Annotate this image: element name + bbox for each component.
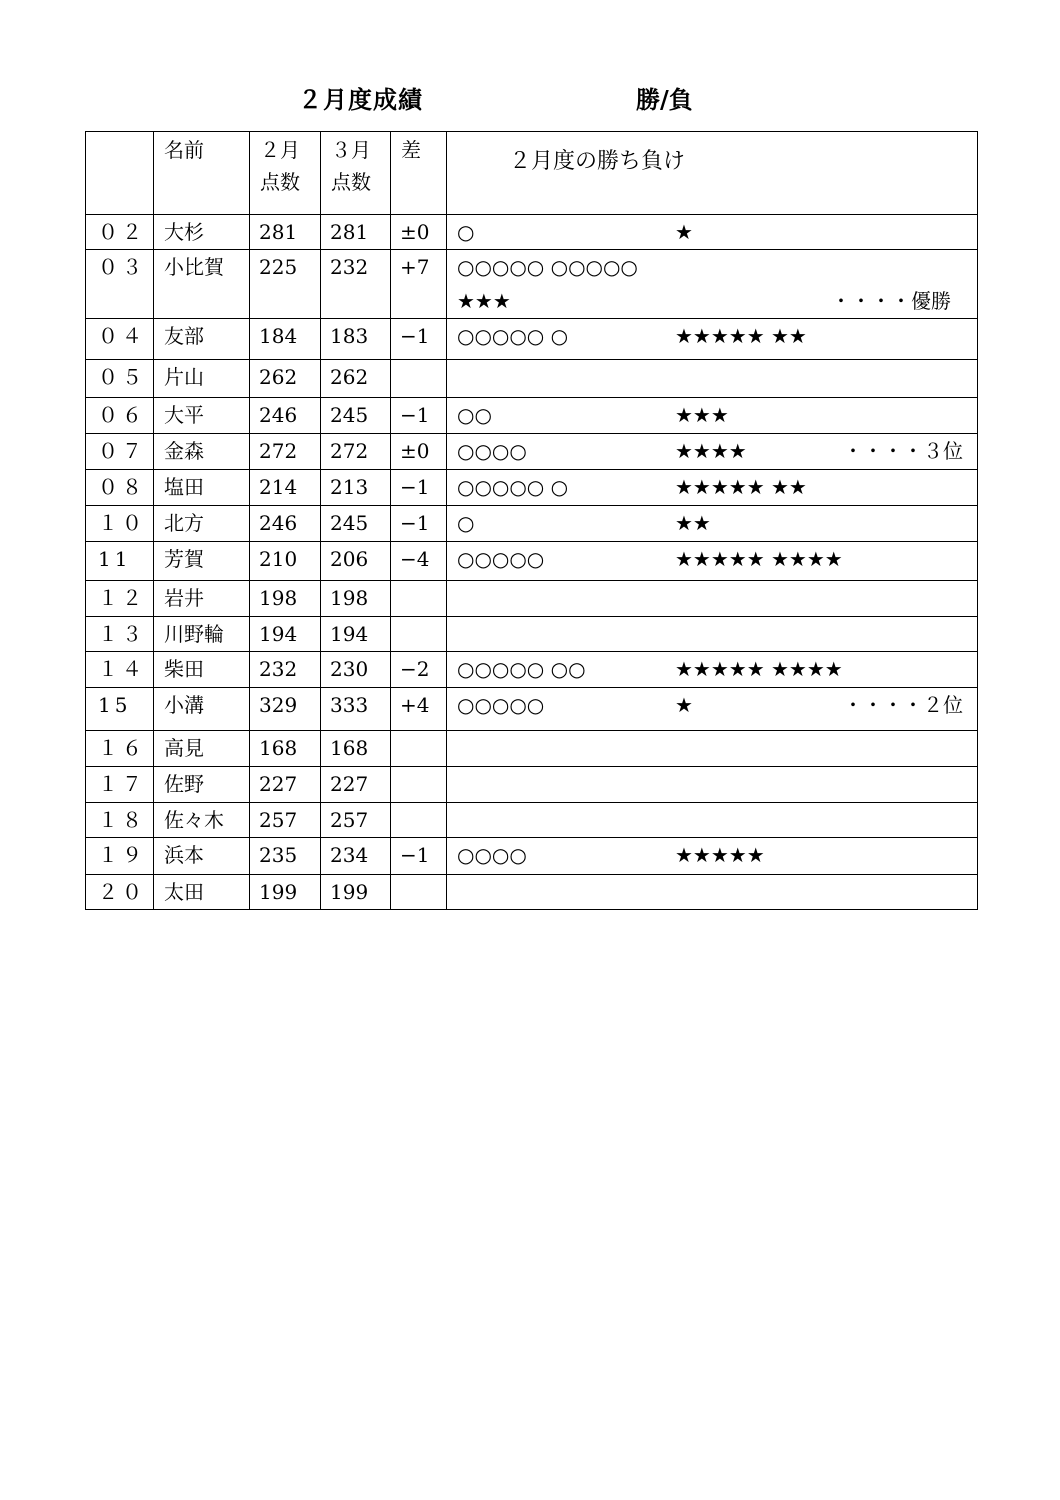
row-name: 太田 <box>154 875 250 910</box>
row-diff: +4 <box>391 688 447 731</box>
header-feb-line2: 点数 <box>260 170 300 194</box>
row-winloss <box>447 767 978 803</box>
row-winloss <box>447 803 978 838</box>
row-feb-score: 246 <box>250 506 321 542</box>
wins-marks: ○○○○ <box>457 439 527 463</box>
title-row <box>0 80 1060 120</box>
row-mar-score: 234 <box>321 838 391 875</box>
row-mar-score: 272 <box>321 434 391 470</box>
header-num <box>86 132 154 215</box>
rank-note: ・・・・２位 <box>843 693 963 717</box>
losses-marks: ★ <box>675 693 693 717</box>
row-mar-score: 213 <box>321 470 391 506</box>
row-winloss <box>447 319 978 360</box>
row-number: １４ <box>86 652 154 688</box>
row-mar-score: 198 <box>321 581 391 617</box>
row-diff <box>391 731 447 767</box>
table-row <box>86 215 978 250</box>
losses-marks: ★★★★★ ★★ <box>675 475 807 499</box>
row-number: １９ <box>86 838 154 875</box>
row-feb-score: 210 <box>250 542 321 581</box>
row-name: 高見 <box>154 731 250 767</box>
row-winloss <box>447 875 978 910</box>
row-number: １２ <box>86 581 154 617</box>
row-name: 柴田 <box>154 652 250 688</box>
row-feb-score: 214 <box>250 470 321 506</box>
header-winloss: ２月度の勝ち負け <box>447 132 978 215</box>
row-mar-score: 183 <box>321 319 391 360</box>
row-feb-score: 225 <box>250 250 321 319</box>
row-mar-score: 232 <box>321 250 391 319</box>
header-feb <box>250 132 321 215</box>
row-diff <box>391 875 447 910</box>
row-diff: −1 <box>391 470 447 506</box>
header-name: 名前 <box>154 132 250 215</box>
row-winloss <box>447 838 978 875</box>
row-name: 小比賀 <box>154 250 250 319</box>
row-number: ０５ <box>86 360 154 398</box>
row-name: 佐野 <box>154 767 250 803</box>
row-feb-score: 272 <box>250 434 321 470</box>
row-name: 芳賀 <box>154 542 250 581</box>
rank-note: ・・・・優勝 <box>831 289 951 313</box>
row-mar-score: 245 <box>321 506 391 542</box>
row-diff <box>391 360 447 398</box>
row-number: ０３ <box>86 250 154 319</box>
table-row <box>86 398 978 434</box>
row-number: 11 <box>86 542 154 581</box>
table-row <box>86 838 978 875</box>
losses-marks: ★★★ <box>675 403 729 427</box>
table-row <box>86 542 978 581</box>
row-name: 友部 <box>154 319 250 360</box>
row-winloss <box>447 360 978 398</box>
row-number: 15 <box>86 688 154 731</box>
wins-marks: ○ <box>457 220 475 244</box>
table-row <box>86 506 978 542</box>
table-row <box>86 360 978 398</box>
row-mar-score: 230 <box>321 652 391 688</box>
table-row <box>86 250 978 319</box>
header-feb-line1: ２月 <box>260 138 300 162</box>
row-number: ０４ <box>86 319 154 360</box>
row-mar-score: 168 <box>321 731 391 767</box>
row-diff: ±0 <box>391 215 447 250</box>
losses-marks: ★★★★★ ★★ <box>675 324 807 348</box>
row-diff <box>391 617 447 652</box>
row-number: ０８ <box>86 470 154 506</box>
table-row <box>86 688 978 731</box>
row-winloss <box>447 652 978 688</box>
row-name: 小溝 <box>154 688 250 731</box>
row-feb-score: 257 <box>250 803 321 838</box>
wins-marks: ○○ <box>457 403 492 427</box>
table-row <box>86 470 978 506</box>
row-feb-score: 329 <box>250 688 321 731</box>
row-feb-score: 262 <box>250 360 321 398</box>
wins-marks: ○○○○ <box>457 843 527 867</box>
wins-marks: ○○○○○ <box>457 547 545 571</box>
row-mar-score: 227 <box>321 767 391 803</box>
header-mar-line1: ３月 <box>331 138 371 162</box>
row-name: 岩井 <box>154 581 250 617</box>
table-row <box>86 875 978 910</box>
row-winloss <box>447 731 978 767</box>
rank-note: ・・・・３位 <box>843 439 963 463</box>
table-row <box>86 617 978 652</box>
row-diff: −1 <box>391 398 447 434</box>
row-number: ２０ <box>86 875 154 910</box>
header-row <box>86 132 978 215</box>
losses-marks: ★ <box>675 220 693 244</box>
row-diff: −2 <box>391 652 447 688</box>
row-diff: −1 <box>391 506 447 542</box>
row-mar-score: 281 <box>321 215 391 250</box>
row-diff: −1 <box>391 838 447 875</box>
row-winloss <box>447 215 978 250</box>
losses-marks: ★★★★★ ★★★★ <box>675 657 843 681</box>
page-title: ２月度成績 <box>298 85 423 114</box>
row-feb-score: 198 <box>250 581 321 617</box>
row-mar-score: 199 <box>321 875 391 910</box>
row-number: １６ <box>86 731 154 767</box>
table-row <box>86 652 978 688</box>
row-feb-score: 168 <box>250 731 321 767</box>
row-diff <box>391 581 447 617</box>
row-number: １７ <box>86 767 154 803</box>
row-feb-score: 227 <box>250 767 321 803</box>
row-feb-score: 184 <box>250 319 321 360</box>
row-mar-score: 262 <box>321 360 391 398</box>
row-number: １３ <box>86 617 154 652</box>
row-diff: −1 <box>391 319 447 360</box>
row-feb-score: 199 <box>250 875 321 910</box>
row-winloss <box>447 542 978 581</box>
row-feb-score: 246 <box>250 398 321 434</box>
wins-marks: ○○○○○ ○○ <box>457 657 586 681</box>
row-winloss <box>447 617 978 652</box>
table-row <box>86 767 978 803</box>
winloss-title: 勝/負 <box>636 85 693 114</box>
losses-marks: ★★★★ <box>675 439 747 463</box>
row-name: 大平 <box>154 398 250 434</box>
row-name: 浜本 <box>154 838 250 875</box>
table-row <box>86 319 978 360</box>
wins-marks: ○○○○○ <box>457 693 545 717</box>
row-diff: −4 <box>391 542 447 581</box>
row-mar-score: 194 <box>321 617 391 652</box>
wins-marks: ○ <box>457 511 475 535</box>
row-name: 北方 <box>154 506 250 542</box>
row-number: ０７ <box>86 434 154 470</box>
table-row <box>86 731 978 767</box>
row-winloss <box>447 250 978 319</box>
row-winloss <box>447 688 978 731</box>
row-winloss <box>447 581 978 617</box>
row-mar-score: 245 <box>321 398 391 434</box>
row-winloss <box>447 470 978 506</box>
losses-marks: ★★ <box>675 511 711 535</box>
row-number: ０２ <box>86 215 154 250</box>
row-name: 片山 <box>154 360 250 398</box>
row-winloss <box>447 434 978 470</box>
table-row <box>86 434 978 470</box>
row-diff: ±0 <box>391 434 447 470</box>
results-table-body <box>86 132 978 910</box>
row-diff: +7 <box>391 250 447 319</box>
table-row <box>86 803 978 838</box>
header-diff: 差 <box>391 132 447 215</box>
row-diff <box>391 767 447 803</box>
row-number: １０ <box>86 506 154 542</box>
row-name: 佐々木 <box>154 803 250 838</box>
row-winloss <box>447 398 978 434</box>
wins-marks: ○○○○○ ○ <box>457 324 569 348</box>
row-number: ０６ <box>86 398 154 434</box>
row-mar-score: 333 <box>321 688 391 731</box>
row-winloss <box>447 506 978 542</box>
header-mar <box>321 132 391 215</box>
row-name: 塩田 <box>154 470 250 506</box>
row-diff <box>391 803 447 838</box>
row-name: 大杉 <box>154 215 250 250</box>
table-row <box>86 581 978 617</box>
results-table <box>85 131 978 910</box>
losses-marks: ★★★★★ <box>675 843 765 867</box>
row-name: 金森 <box>154 434 250 470</box>
row-feb-score: 232 <box>250 652 321 688</box>
wins-marks: ○○○○○ ○○○○○ <box>457 255 638 279</box>
losses-marks: ★★★★★ ★★★★ <box>675 547 843 571</box>
row-feb-score: 235 <box>250 838 321 875</box>
row-feb-score: 281 <box>250 215 321 250</box>
row-name: 川野輪 <box>154 617 250 652</box>
header-mar-line2: 点数 <box>331 170 371 194</box>
row-mar-score: 206 <box>321 542 391 581</box>
row-feb-score: 194 <box>250 617 321 652</box>
row-mar-score: 257 <box>321 803 391 838</box>
row-number: １８ <box>86 803 154 838</box>
losses-marks-line2: ★★★ <box>457 289 511 313</box>
wins-marks: ○○○○○ ○ <box>457 475 569 499</box>
